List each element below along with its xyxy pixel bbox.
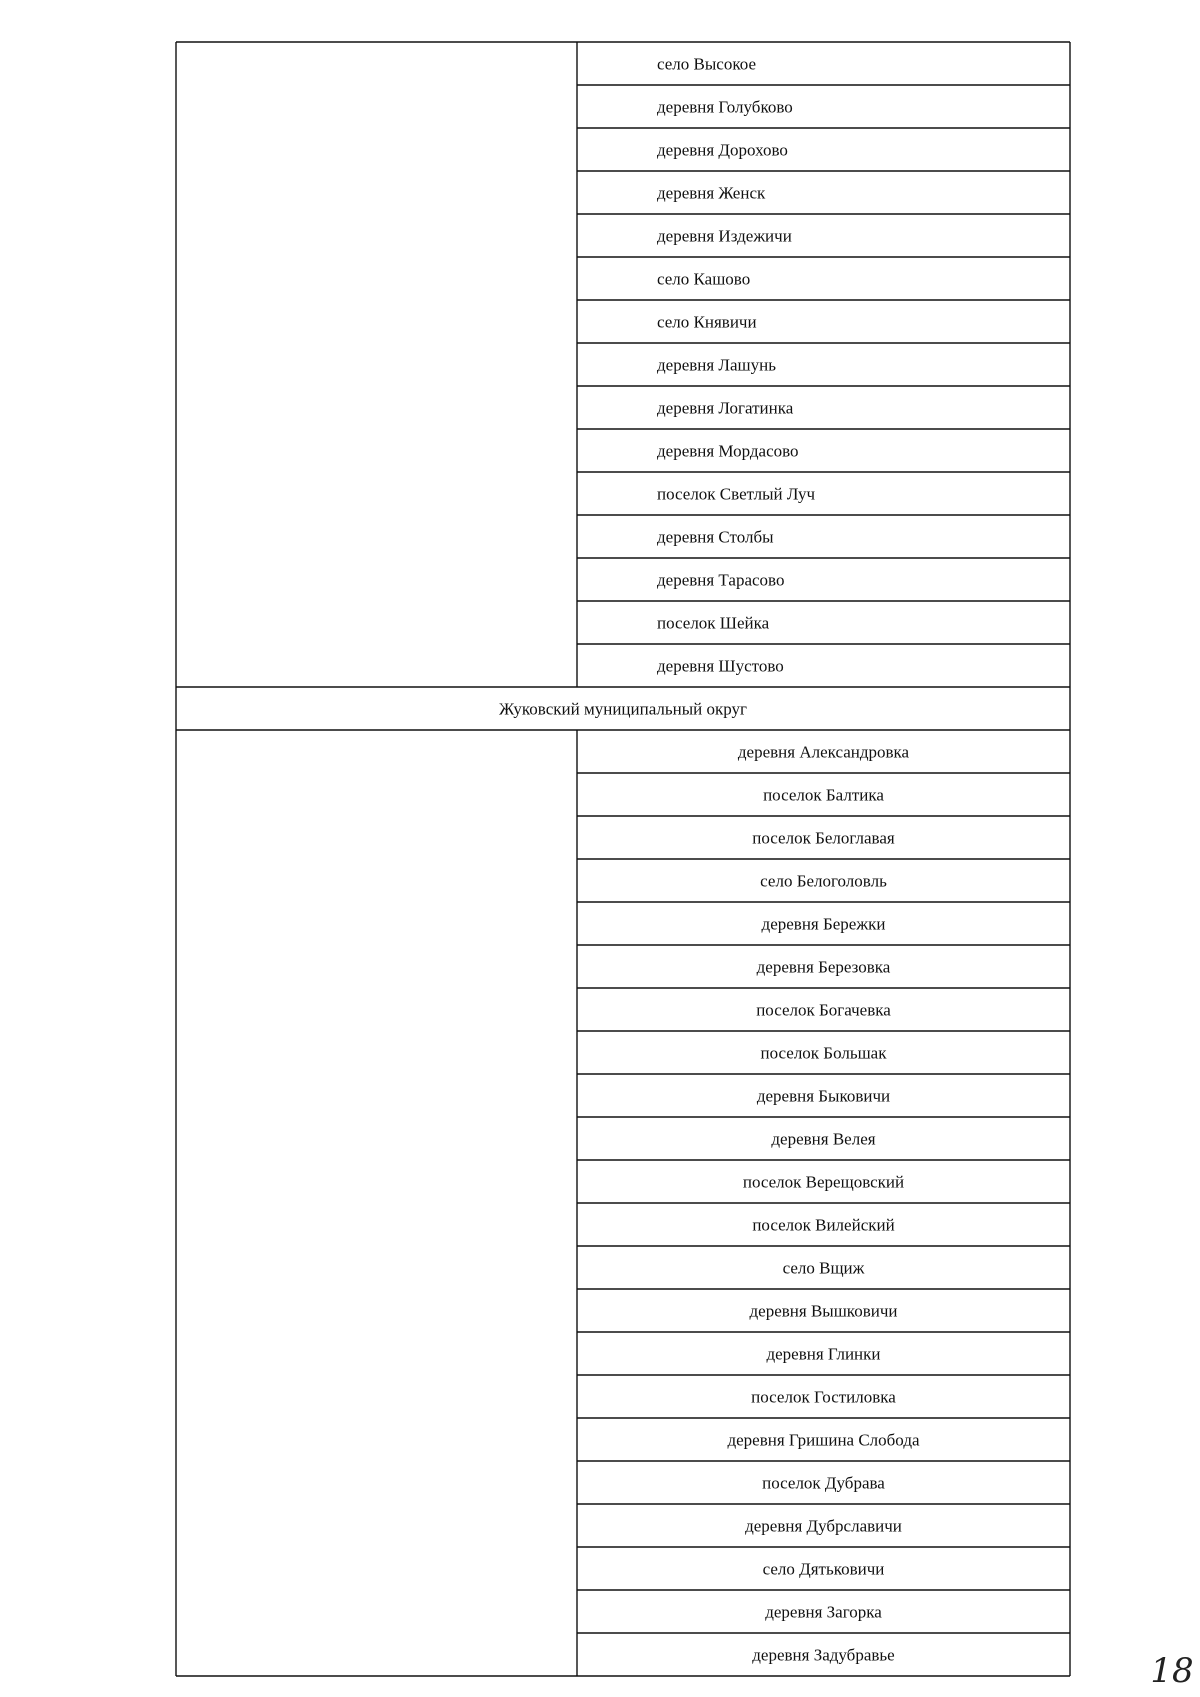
- settlement-cell: деревня Гришина Слобода: [727, 1430, 920, 1450]
- settlement-cell: деревня Дорохово: [657, 140, 788, 160]
- settlement-cell: поселок Гостиловка: [751, 1387, 896, 1407]
- settlement-cell: деревня Велея: [771, 1129, 876, 1149]
- settlement-cell: поселок Большак: [760, 1043, 887, 1063]
- settlement-cell: деревня Бережки: [761, 914, 886, 934]
- settlement-cell: деревня Березовка: [756, 957, 891, 977]
- table-grid: [176, 42, 1070, 1676]
- settlement-cell: поселок Белоглавая: [752, 828, 895, 848]
- settlement-cell: деревня Глинки: [766, 1344, 881, 1364]
- settlement-cell: деревня Логатинка: [657, 398, 794, 418]
- settlement-cell: поселок Светлый Луч: [657, 484, 816, 504]
- settlement-cell: деревня Быковичи: [756, 1086, 891, 1106]
- settlement-cell: деревня Мордасово: [657, 441, 799, 461]
- settlement-cell: село Высокое: [657, 54, 756, 74]
- settlement-cell: село Вщиж: [782, 1258, 865, 1278]
- settlement-cell: поселок Вилейский: [752, 1215, 895, 1235]
- settlement-cell: деревня Тарасово: [657, 570, 785, 590]
- settlement-cell: деревня Женск: [657, 183, 766, 203]
- page-number: 18: [1150, 1651, 1194, 1691]
- settlement-cell: деревня Издежичи: [657, 226, 792, 246]
- settlement-cell: поселок Шейка: [657, 613, 770, 633]
- settlement-cell: деревня Загорка: [765, 1602, 882, 1622]
- settlement-cell: деревня Александровка: [737, 742, 910, 762]
- settlement-cell: поселок Дубрава: [762, 1473, 885, 1493]
- settlement-cell: деревня Шустово: [657, 656, 784, 676]
- settlement-cell: село Дятьковичи: [762, 1559, 885, 1579]
- settlement-cell: деревня Вышковичи: [749, 1301, 898, 1321]
- settlement-cell: село Княвичи: [657, 312, 757, 332]
- settlement-cell: поселок Балтика: [763, 785, 884, 805]
- settlement-cell: деревня Задубравье: [752, 1645, 895, 1665]
- settlement-cell: деревня Голубково: [657, 97, 793, 117]
- settlement-cell: деревня Дубрславичи: [745, 1516, 902, 1536]
- settlement-cell: село Кашово: [657, 269, 751, 289]
- settlement-cell: поселок Богачевка: [756, 1000, 891, 1020]
- settlement-cell: поселок Верещовский: [742, 1172, 905, 1192]
- settlement-cell: село Белоголовль: [760, 871, 887, 891]
- district-header: Жуковский муниципальный округ: [498, 699, 748, 719]
- settlement-cell: деревня Столбы: [657, 527, 774, 547]
- settlement-cell: деревня Лашунь: [657, 355, 776, 375]
